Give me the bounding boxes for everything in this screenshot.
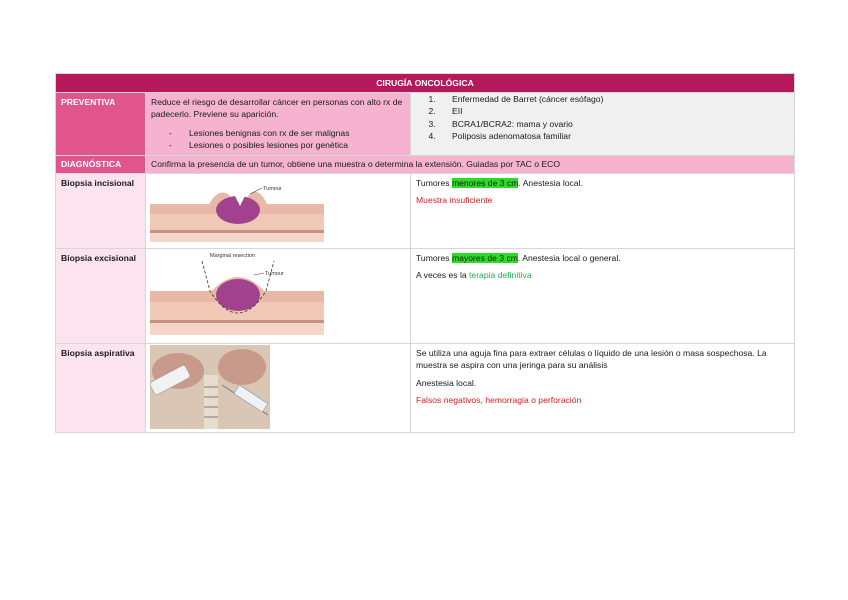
aspirativa-text: Se utiliza una aguja fina para extraer células o líquido de una lesión o masa sospechosa. La muestra se aspira con una jeringa para su análisis [416,347,767,371]
table-title: CIRUGÍA ONCOLÓGICA [56,74,795,93]
preventiva-bullets [151,127,405,152]
incisional-text-post: . Anestesia local. [518,177,583,188]
incisional-note: Muestra insuficiente [416,195,493,206]
excisional-label: Biopsia excisional [56,248,146,343]
excisional-note-highlight: terapia definitiva [469,270,532,281]
subcutis-layer [150,233,324,242]
aspirativa-label: Biopsia aspirativa [56,343,146,432]
preventiva-label: PREVENTIVA [56,93,146,156]
marginal-resection-label: Marginal resection [210,252,255,259]
row-diagnostica [56,155,795,173]
condition-item: 2. EII [438,105,789,117]
preventiva-bullet: - Lesiones benignas con rx de ser malignas [169,127,405,139]
fascia-layer [150,320,324,323]
preventiva-description: Reduce el riesgo de desarrollar cáncer en personas con alto rx de padecerlo. Previene su aparición. [151,97,403,120]
fascia-layer [150,230,324,233]
tumour-label: Tumour [263,185,282,192]
excisional-note-pre: A veces es la [416,270,470,281]
excisional-text [416,252,789,264]
row-excisional [56,248,795,343]
oncologic-surgery-table [55,73,795,433]
aspiration-biopsy-illustration [150,345,270,429]
condition-item: 3. BCRA1/BCRA2: mama y ovario [438,118,789,130]
aspirativa-anestesia: Anestesia local. [416,377,477,388]
preventiva-conditions-list [416,93,789,143]
excisional-note [416,269,789,281]
incisional-text [416,177,789,189]
preventiva-conditions-cell [411,93,795,156]
condition-item: 4. Poliposis adenomatosa familiar [438,130,789,142]
aspirativa-note: Falsos negativos, hemorragia o perforación [416,395,582,406]
preventiva-description-cell [146,93,411,156]
aspirativa-figure-cell [146,343,411,432]
aspirativa-text-cell [411,343,795,432]
tumour-label: Tumour [265,270,284,277]
incisional-size-highlight: menores de 3 cm [451,177,519,188]
trachea [204,375,218,429]
oncologic-surgery-table-wrapper [55,73,794,433]
excisional-size-highlight: mayores de 3 cm [451,252,518,263]
condition-item: 1. Enfermedad de Barret (cáncer esófago) [438,93,789,105]
thyroid-lobe-right [218,349,266,385]
row-preventiva [56,93,795,156]
incisional-label: Biopsia incisional [56,173,146,248]
excisional-figure-cell [146,248,411,343]
excisional-text-post: . Anestesia local o general. [517,252,621,263]
preventiva-bullet: - Lesiones o posibles lesiones por genética [169,139,405,151]
incisional-figure-cell [146,173,411,248]
row-incisional [56,173,795,248]
incisional-text-pre: Tumores [416,177,452,188]
incisional-biopsy-illustration [150,176,328,242]
subcutis-layer [150,323,324,335]
diagnostica-label: DIAGNÓSTICA [56,155,146,173]
incisional-text-cell [411,173,795,248]
excisional-text-cell [411,248,795,343]
title-row [56,74,795,93]
excisional-biopsy-illustration [150,251,328,337]
excisional-text-pre: Tumores [416,252,452,263]
diagnostica-description: Confirma la presencia de un tumor, obtiene una muestra o determina la extensión. Guiadas por TAC o ECO [146,155,795,173]
row-aspirativa [56,343,795,432]
